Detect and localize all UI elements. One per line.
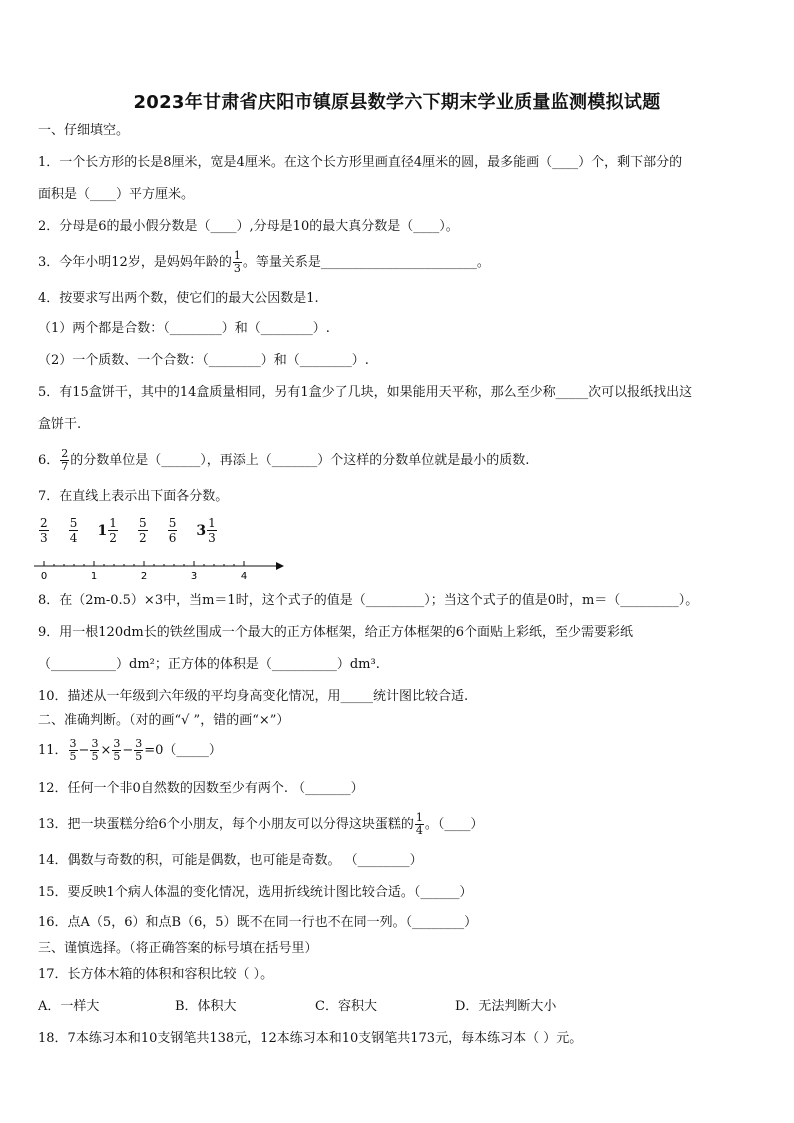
question-13-text: 13．把一块蛋糕分给6个小朋友，每个小朋友可以分得这块蛋糕的 xyxy=(38,817,414,832)
question-6-number: 6． xyxy=(38,453,60,468)
q11-op-3: − xyxy=(122,743,134,758)
number-line-tick-label: 3 xyxy=(190,571,198,582)
question-14: 14．偶数与奇数的积，可能是偶数，也可能是奇数。 （________） xyxy=(38,853,423,868)
q7-whole-6: 3 xyxy=(196,523,207,539)
question-7: 7．在直线上表示出下面各分数。 xyxy=(38,489,229,504)
question-9-line-2: （__________）dm²；正方体的体积是（__________）dm³. xyxy=(38,657,380,672)
number-line-tick-label: 1 xyxy=(90,571,98,582)
question-13-answer: 。（____） xyxy=(424,817,484,832)
question-17: 17．长方体木箱的体积和容积比较（ ）。 xyxy=(38,967,274,982)
question-3-fraction: $\frac{1}{3}$ xyxy=(233,249,241,275)
section-heading-2: 二、准确判断。（对的画“√ ”，错的画“×”） xyxy=(38,713,290,728)
q7-whole-3: 1 xyxy=(97,523,108,539)
question-4-part-2: （2）一个质数、一个合数：（________）和（________）. xyxy=(38,353,369,368)
question-4-part-1: （1）两个都是合数：（________）和（________）. xyxy=(38,321,330,336)
question-15: 15．要反映1个病人体温的变化情况，选用折线统计图比较合适。（______） xyxy=(38,885,473,900)
q7-fraction-1: $\frac{2}{3}$ xyxy=(40,516,48,545)
question-4: 4．按要求写出两个数，使它们的最大公因数是1. xyxy=(38,291,319,306)
question-18: 18．7本练习本和10支钢笔共138元，12本练习本和10支钢笔共173元，每本练习本（ ）元。 xyxy=(38,1031,583,1046)
question-1-line-2: 面积是（____）平方厘米。 xyxy=(38,187,195,202)
q11-op-1: − xyxy=(78,743,90,758)
q17-option-d: D．无法判断大小 xyxy=(455,999,557,1014)
question-11-number: 11． xyxy=(38,743,68,758)
q7-fraction-6: $\frac{1}{3}$ xyxy=(208,516,216,545)
q7-fraction-3: $\frac{1}{2}$ xyxy=(109,516,117,545)
number-line xyxy=(30,556,290,582)
question-11-answer: =0（_____） xyxy=(144,743,222,758)
number-line-tick-label: 0 xyxy=(40,571,48,582)
q7-fraction-4: $\frac{5}{2}$ xyxy=(138,516,147,545)
page-title: 2023年甘肃省庆阳市镇原县数学六下期末学业质量监测模拟试题 xyxy=(133,92,661,113)
q7-fraction-5: $\frac{5}{6}$ xyxy=(168,516,177,545)
question-3 xyxy=(38,250,490,275)
number-line-tick-label: 2 xyxy=(140,571,148,582)
question-16: 16．点A（5，6）和点B（6，5）既不在同一行也不在同一列。（________） xyxy=(38,915,478,930)
question-6-text: 的分数单位是（______），再添上（_______）个这样的分数单位就是最小的质数. xyxy=(70,453,530,468)
question-9-line-1: 9．用一根120dm长的铁丝围成一个最大的正方体框架，给正方体框架的6个面贴上彩纸，至少需要彩纸 xyxy=(38,625,634,640)
q17-option-a: A．一样大 xyxy=(38,999,100,1014)
question-2: 2．分母是6的最小假分数是（____）,分母是10的最大真分数是（____）。 xyxy=(38,219,459,234)
section-heading-3: 三、谨慎选择。（将正确答案的标号填在括号里） xyxy=(38,941,318,956)
q17-option-c: C．容积大 xyxy=(315,999,377,1014)
question-13-fraction: $\frac{1}{4}$ xyxy=(415,811,423,837)
question-5-line-2: 盒饼干. xyxy=(38,417,82,432)
q11-op-2: × xyxy=(100,743,112,758)
number-line-tick-label: 4 xyxy=(240,571,248,582)
question-6 xyxy=(38,448,529,473)
question-12: 12．任何一个非0自然数的因数至少有两个. （_______） xyxy=(38,781,364,796)
question-3-answer: 。等量关系是________________________。 xyxy=(242,255,490,270)
question-13 xyxy=(38,812,483,837)
q11-fraction-4: $\frac{3}{5}$ xyxy=(135,737,143,763)
question-10: 10．描述从一年级到六年级的平均身高变化情况，用_____统计图比较合适. xyxy=(38,689,469,704)
question-1-line-1: 1．一个长方形的长是8厘米，宽是4厘米。在这个长方形里画直径4厘米的圆，最多能画（____）个，剩下部分的 xyxy=(38,155,683,170)
q11-fraction-1: $\frac{3}{5}$ xyxy=(69,737,77,763)
section-heading-1: 一、仔细填空。 xyxy=(38,123,130,138)
question-8: 8．在（2m-0.5）×3中，当m＝1时，这个式子的值是（_________）；当这个式子的值是0时，m＝（_________）。 xyxy=(38,593,699,608)
q7-fraction-2: $\frac{5}{4}$ xyxy=(69,516,78,545)
question-6-fraction: $\frac{2}{7}$ xyxy=(61,447,69,473)
q17-option-b: B．体积大 xyxy=(175,999,237,1014)
number-line-arrow xyxy=(276,562,284,570)
question-11 xyxy=(38,738,222,763)
q11-fraction-3: $\frac{3}{5}$ xyxy=(113,737,121,763)
question-5-line-1: 5．有15盒饼干，其中的14盒质量相同，另有1盒少了几块，如果能用天平称，那么至少称_____次可以报纸找出这 xyxy=(38,385,693,400)
q11-fraction-2: $\frac{3}{5}$ xyxy=(91,737,99,763)
question-3-text: 3．今年小明12岁，是妈妈年龄的 xyxy=(38,255,232,270)
question-7-fractions xyxy=(38,516,231,550)
